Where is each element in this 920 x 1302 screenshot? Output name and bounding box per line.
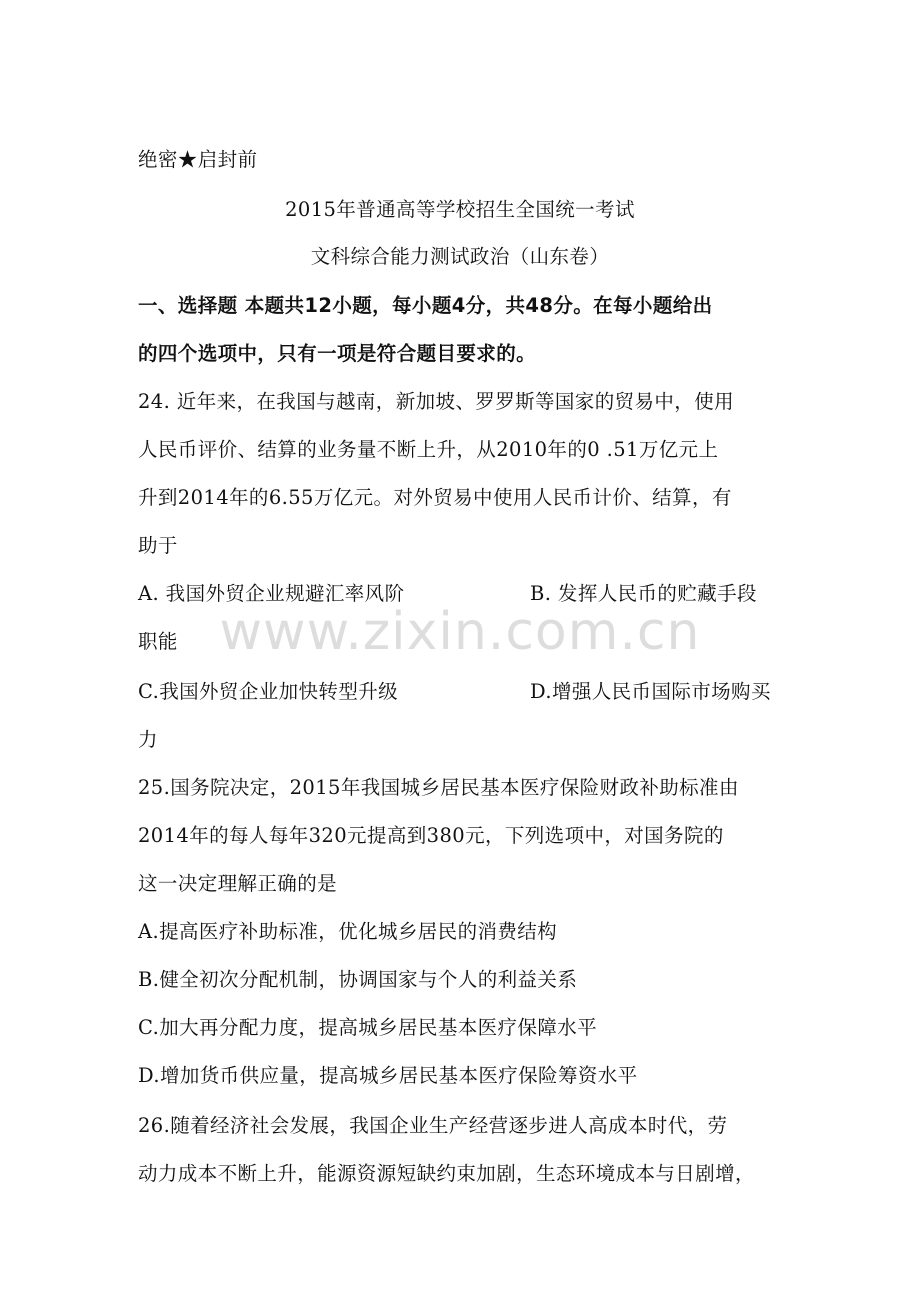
q25-option-b: B.健全初次分配机制，协调国家与个人的利益关系: [138, 968, 578, 991]
q24-option-a: A. 我国外贸企业规避汇率风阶: [138, 582, 405, 605]
q24-stem-line3: 升到2014年的6.55万亿元。对外贸易中使用人民币计价、结算，有: [138, 486, 732, 509]
q24-stem-line4: 助于: [138, 534, 178, 557]
q25-option-a: A.提高医疗补助标准，优化城乡居民的消费结构: [138, 920, 558, 943]
q26-stem-line2: 动力成本不断上升，能源资源短缺约束加剧，生态环境成本与日剧增，: [138, 1162, 755, 1185]
q24-option-d-cont: 力: [138, 728, 158, 751]
section-instructions-line1: 一、选择题 本题共12小题，每小题4分，共48分。在每小题给出: [138, 294, 713, 317]
q24-option-c: C.我国外贸企业加快转型升级: [138, 680, 399, 703]
watermark: www.zixin.com.cn: [219, 602, 701, 662]
section-instructions-line2: 的四个选项中，只有一项是符合题目要求的。: [138, 342, 537, 365]
q24-option-b-cont: 职能: [138, 630, 178, 653]
q25-option-d: D.增加货币供应量，提高城乡居民基本医疗保险筹资水平: [138, 1064, 638, 1087]
exam-subtitle: 文科综合能力测试政治（山东卷）: [310, 245, 610, 268]
q25-stem-line3: 这一决定理解正确的是: [138, 872, 338, 895]
q24-option-d: D.增强人民币国际市场购买: [530, 680, 771, 703]
q25-stem-line1: 25.国务院决定，2015年我国城乡居民基本医疗保险财政补助标准由: [138, 776, 739, 799]
q25-option-c: C.加大再分配力度，提高城乡居民基本医疗保障水平: [138, 1016, 598, 1039]
secret-label: 绝密★启封前: [138, 148, 258, 171]
q25-stem-line2: 2014年的每人每年320元提高到380元，下列选项中，对国务院的: [138, 824, 724, 847]
q24-stem-line1: 24. 近年来，在我国与越南，新加坡、罗罗斯等国家的贸易中，使用: [138, 390, 735, 413]
q24-option-b: B. 发挥人民币的贮藏手段: [530, 582, 757, 605]
exam-title: 2015年普通高等学校招生全国统一考试: [285, 198, 635, 221]
q26-stem-line1: 26.随着经济社会发展，我国企业生产经营逐步进人高成本时代，劳: [138, 1114, 728, 1137]
q24-stem-line2: 人民币评价、结算的业务量不断上升，从2010年的0 .51万亿元上: [138, 438, 719, 461]
